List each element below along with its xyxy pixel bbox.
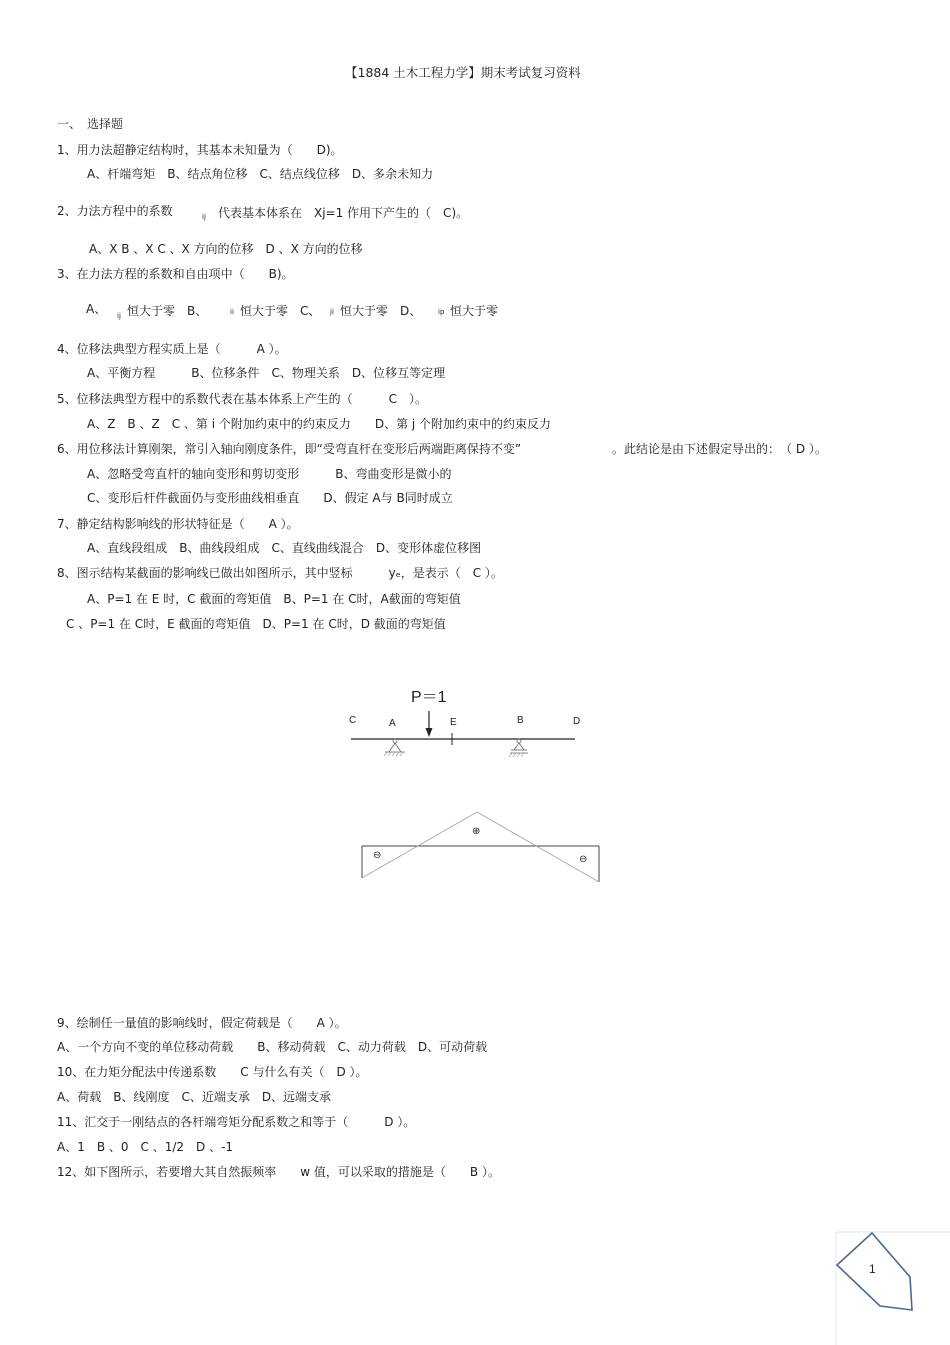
q8-options-2: C 、P=1 在 C时，E 截面的弯矩值 D、P=1 在 C时，D 截面的弯矩值 (66, 617, 446, 631)
q3-sub-d: ip (438, 308, 445, 316)
q1-stem: 1、用力法超静定结构时，其基本未知量为（ D)。 (57, 143, 343, 157)
q3-text-c: 恒大于零 D、 (340, 304, 422, 318)
q6-options-1: A、忽略受弯直杆的轴向变形和剪切变形 B、弯曲变形是微小的 (87, 467, 452, 481)
q12-stem: 12、如下图所示，若要增大其自然振频率 w 值，可以采取的措施是（ B ）。 (57, 1165, 500, 1179)
page-badge (830, 1225, 950, 1345)
section-heading: 一、 选择题 (57, 117, 124, 131)
q5-stem: 5、位移法典型方程中的系数代表在基本体系上产生的（ C ）。 (57, 392, 428, 406)
q8-options-1: A、P=1 在 E 时，C 截面的弯矩值 B、P=1 在 C时，A截面的弯矩值 (87, 592, 461, 606)
q6-stem-b: 。此结论是由下述假定导出的： （ D ）。 (612, 442, 827, 456)
q4-stem: 4、位移法典型方程实质上是（ A ）。 (57, 342, 287, 356)
influence-line (362, 812, 599, 882)
load-label: P＝1 (411, 689, 447, 706)
label-d: D (573, 716, 581, 727)
q11-options: A、1 B 、0 C 、1/2 D 、-1 (57, 1140, 234, 1154)
label-b: B (517, 715, 524, 726)
negative-sign-left: ⊖ (373, 850, 382, 861)
q7-stem: 7、静定结构影响线的形状特征是（ A ）。 (57, 517, 299, 531)
negative-sign-right: ⊖ (579, 854, 588, 865)
positive-sign: ⊕ (472, 826, 481, 837)
label-a: A (389, 718, 396, 729)
q2-options: A、X B 、X C 、X 方向的位移 D 、X 方向的位移 (89, 242, 363, 256)
q6-stem: 6、用位移法计算刚架，常引入轴向刚度条件，即“受弯直杆在变形后两端距离保持不变” (57, 442, 522, 456)
page-title: 【1884 土木工程力学】期末考试复习资料 (345, 65, 581, 80)
q4-options: A、平衡方程 B、位移条件 C、物理关系 D、位移互等定理 (87, 366, 446, 380)
load-arrow (426, 711, 433, 737)
q3-sub-c: ji (330, 308, 334, 316)
q2-stem-a: 2、力法方程中的系数 (57, 204, 173, 218)
q9-options: A、一个方向不变的单位移动荷载 B、移动荷载 C、动力荷载 D、可动荷载 (57, 1040, 488, 1054)
q6-options-2: C、变形后杆件截面仍与变形曲线相垂直 D、假定 A与 B同时成立 (87, 491, 453, 505)
q5-options: A、Z B 、Z C 、第 i 个附加约束中的约束反力 D、第 j 个附加约束中的约束反力 (87, 417, 552, 431)
q3-option-a: A、 (86, 302, 107, 316)
q3-sub-b: ii (230, 308, 234, 316)
q2-stem-b: 代表基本体系在 Xj=1 作用下产生的（ C)。 (218, 206, 469, 220)
q3-text-b: 恒大于零 C、 (240, 304, 321, 318)
label-c: C (349, 715, 357, 726)
q3-text-d: 恒大于零 (450, 304, 499, 318)
label-e: E (450, 717, 457, 728)
q3-text-a: 恒大于零 B、 (127, 304, 208, 318)
q8-stem: 8、图示结构某截面的影响线已做出如图所示，其中竖标 yₑ，是表示（ C ）。 (57, 566, 503, 580)
q10-stem: 10、在力矩分配法中传递系数 C 与什么有关（ D ）。 (57, 1065, 368, 1079)
q3-sub-a: ij (117, 312, 121, 320)
q10-options: A、荷载 B、线刚度 C、近端支承 D、远端支承 (57, 1090, 332, 1104)
support-a (384, 739, 405, 756)
page-number: 1 (869, 1262, 876, 1276)
q7-options: A、直线段组成 B、曲线段组成 C、直线曲线混合 D、变形体虚位移图 (87, 541, 482, 555)
q2-subscript: ij (202, 213, 206, 221)
support-b (509, 739, 528, 757)
beam-figure (0, 670, 950, 930)
q9-stem: 9、绘制任一量值的影响线时，假定荷载是（ A ）。 (57, 1016, 347, 1030)
q1-options: A、杆端弯矩 B、结点角位移 C、结点线位移 D、多余未知力 (87, 167, 434, 181)
q11-stem: 11、汇交于一刚结点的各杆端弯矩分配系数之和等于（ D ）。 (57, 1115, 416, 1129)
q3-stem: 3、在力法方程的系数和自由项中（ B)。 (57, 267, 294, 281)
